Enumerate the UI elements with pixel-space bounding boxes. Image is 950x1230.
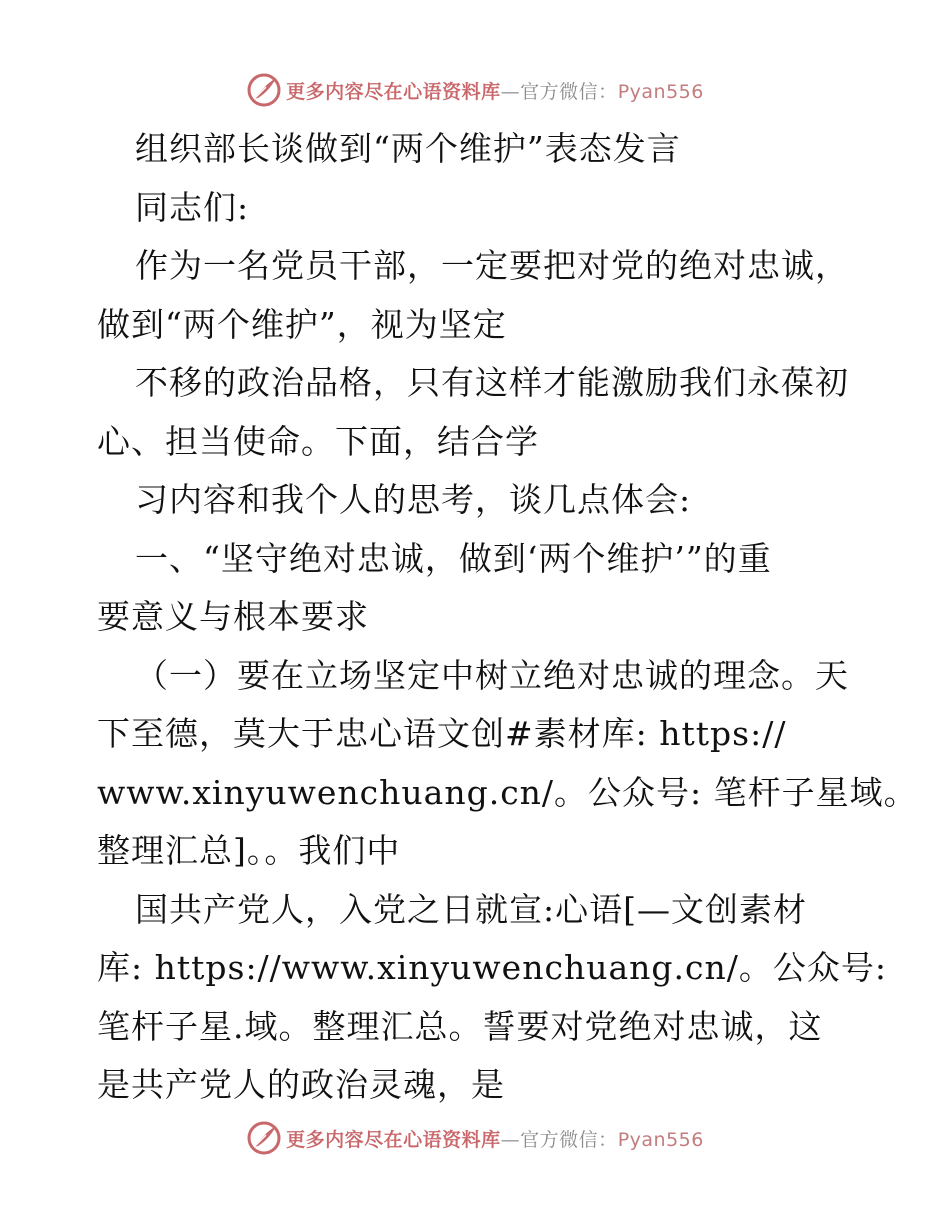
feather-pen-logo-icon [246,72,282,108]
banner-brand: 更多内容尽在心语资料库 [286,1128,501,1151]
paragraph-line: 是共产党人的政治灵魂，是 [97,1065,505,1104]
paragraph-line: 心、担当使命。下面，结合学 [97,421,539,461]
banner-separator: — [500,80,521,103]
paragraph-line: 整理汇总]。。我们中 [97,831,401,870]
banner-wechat-id: Pyan556 [617,1128,704,1151]
paragraph-line: 库: https://www.xinyuwenchuang.cn/。公众号: [97,948,887,987]
section-heading: 一、“坚守绝对忠诚，做到‘两个维护’”的重 [135,538,772,578]
paragraph-line: 作为一名党员干部，一定要把对党的绝对忠诚， [135,246,849,285]
feather-pen-logo-icon [246,1120,282,1156]
paragraph-line: 做到“两个维护”，视为坚定 [97,304,507,344]
paragraph-line: 不移的政治品格，只有这样才能激励我们永葆初 [135,363,849,402]
footer-banner [0,1118,950,1158]
banner-official: 官方微信 [520,1128,599,1151]
banner-separator: — [500,1128,521,1151]
document-title: 组织部长谈做到“两个维护”表态发言 [135,129,681,168]
paragraph-line: 下至德，莫大于忠心语文创#素材库: https:// [97,714,787,753]
salutation: 同志们: [135,187,250,227]
banner-text [286,77,704,104]
banner-wechat-id: Pyan556 [617,80,704,103]
paragraph-line: 笔杆子星.域。整理汇总。誓要对党绝对忠诚，这 [97,1006,823,1046]
banner-colon: ： [598,1128,618,1151]
document-body [97,120,918,1115]
banner-colon: ： [598,80,618,103]
paragraph-line: 国共产党人，入党之日就宣:心语[—文创素材 [135,889,807,929]
paragraph-line: www.xinyuwenchuang.cn/。公众号: 笔杆子星域。 [97,772,918,812]
section-heading-cont: 要意义与根本要求 [97,597,369,636]
banner-brand: 更多内容尽在心语资料库 [286,80,501,103]
paragraph-line: 习内容和我个人的思考，谈几点体会: [135,480,692,519]
header-banner [0,70,950,110]
subsection-heading: （一）要在立场坚定中树立绝对忠诚的理念。天 [135,655,849,695]
banner-text [286,1125,704,1152]
banner-official: 官方微信 [520,80,599,103]
